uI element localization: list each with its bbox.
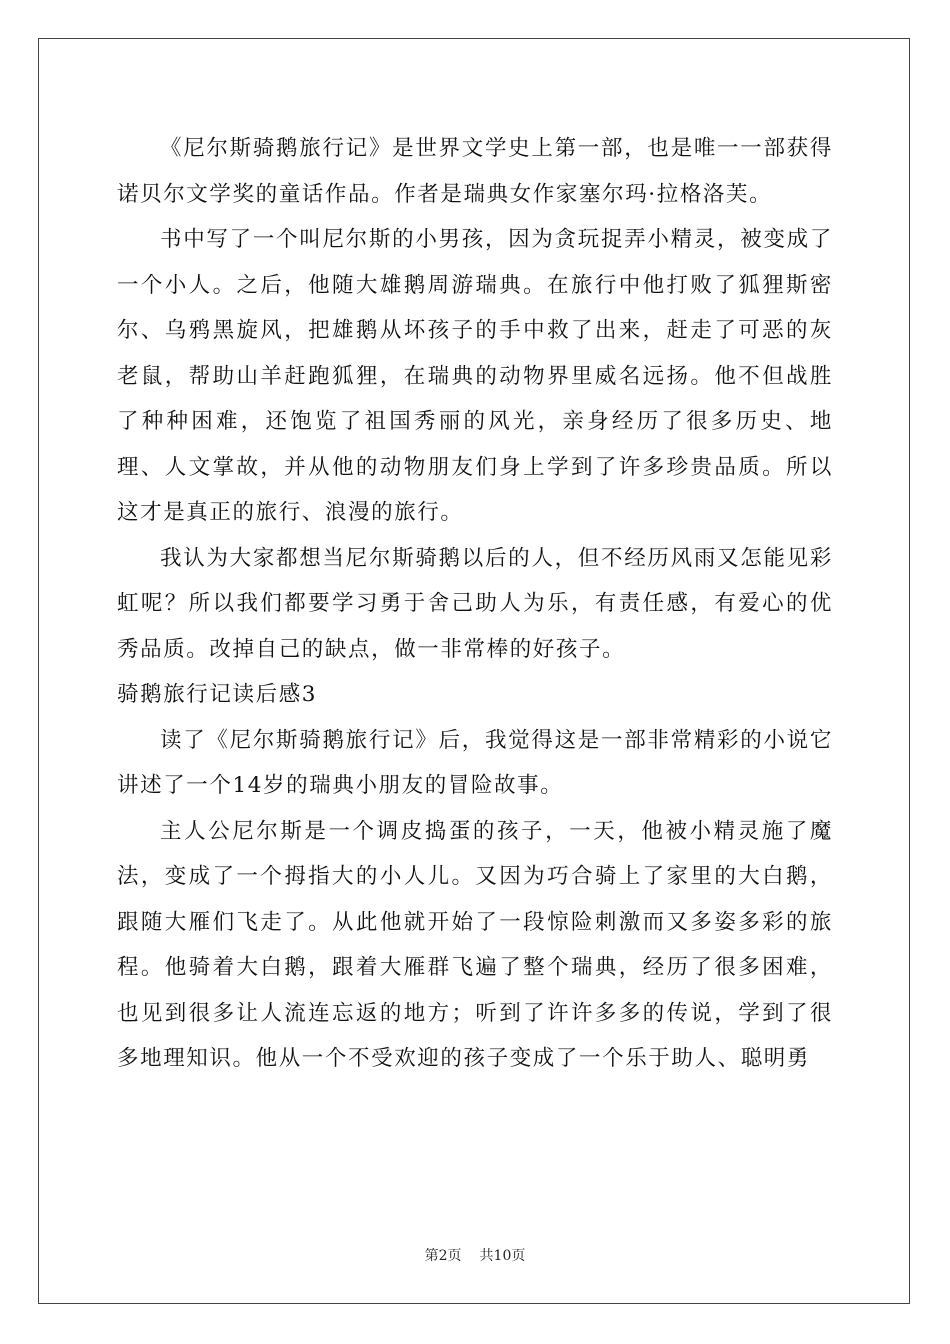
section-heading: 骑鹅旅行记读后感3 [117,682,318,707]
paragraph-reflection: 我认为大家都想当尼尔斯骑鹅以后的人，但不经历风雨又怎能见彩虹呢？所以我们都要学习勇于舍己助人为乐，有责任感，有爱心的优秀品质。改掉自己的缺点，做一非常棒的好孩子。 [117,545,833,662]
page-total: 共10页 [479,1248,526,1264]
paragraph-review-intro: 读了《尼尔斯骑鹅旅行记》后，我觉得这是一部非常精彩的小说它讲述了一个14岁的瑞典小朋友的冒险故事。 [117,727,833,798]
page-number: 第2页 [424,1248,462,1264]
paragraph-summary: 书中写了一个叫尼尔斯的小男孩，因为贪玩捉弄小精灵，被变成了一个小人。之后，他随大雄鹅周游瑞典。在旅行中他打败了狐狸斯密尔、乌鸦黑旋风，把雄鹅从坏孩子的手中救了出来，赶走了可恶的灰老鼠，帮助山羊赶跑狐狸，在瑞典的动物界里威名远扬。他不但战胜了种种困难，还饱览了祖国秀丽的风光，亲身经历了很多历史、地理、人文掌故，并从他的动物朋友们身上学到了许多珍贵品质。所以这才是真正的旅行、浪漫的旅行。 [117,227,833,525]
document-body [117,126,833,1082]
page-footer [0,1245,950,1265]
paragraph-review-body: 主人公尼尔斯是一个调皮捣蛋的孩子，一天，他被小精灵施了魔法，变成了一个拇指大的小人儿。又因为巧合骑上了家里的大白鹅，跟随大雁们飞走了。从此他就开始了一段惊险刺激而又多姿多彩的旅程。他骑着大白鹅，跟着大雁群飞遍了整个瑞典，经历了很多困难，也见到很多让人流连忘返的地方；听到了许许多多的传说，学到了很多地理知识。他从一个不受欢迎的孩子变成了一个乐于助人、聪明勇 [117,818,833,1071]
paragraph-intro: 《尼尔斯骑鹅旅行记》是世界文学史上第一部，也是唯一一部获得诺贝尔文学奖的童话作品。作者是瑞典女作家塞尔玛·拉格洛芙。 [117,136,833,207]
